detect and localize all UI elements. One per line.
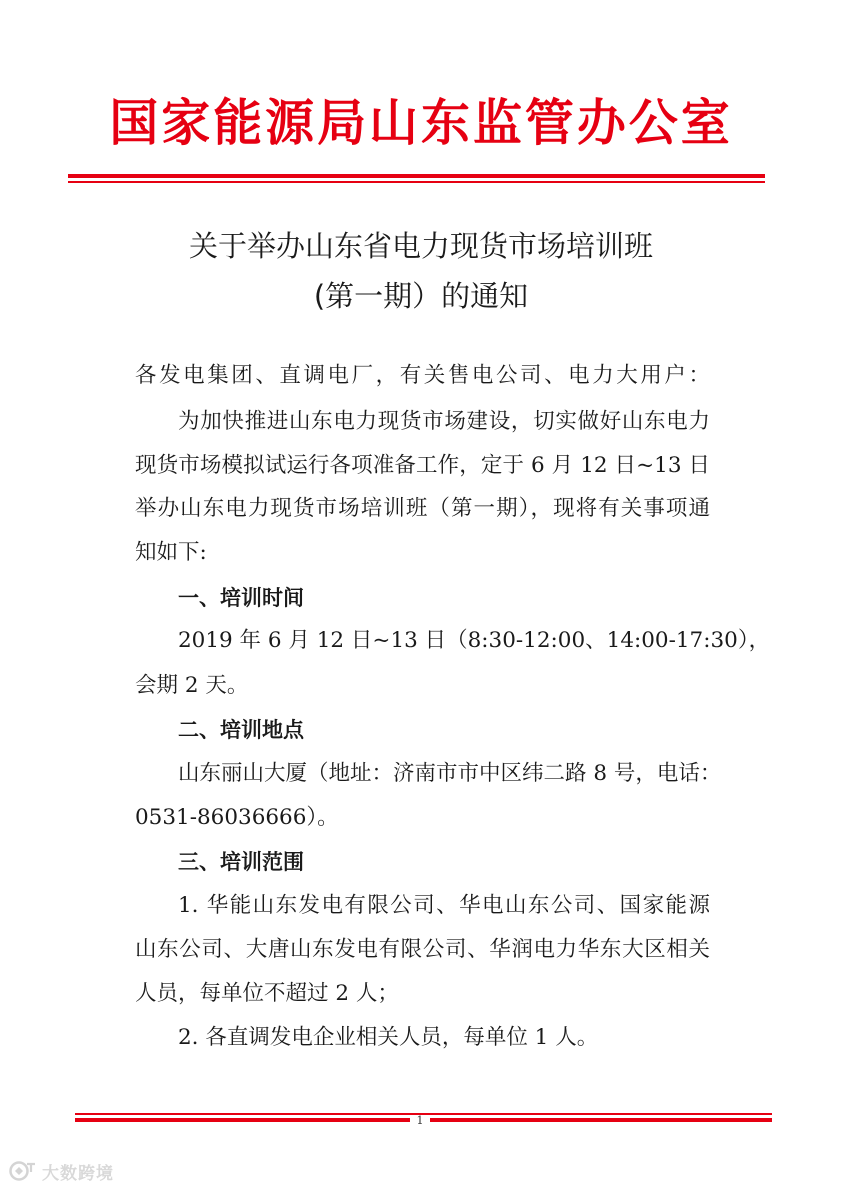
org-header-title: 国家能源局山东监管办公室 xyxy=(109,93,733,152)
section1-line-2: 会期 2 天。 xyxy=(135,673,249,698)
section1-heading: 一、培训时间 xyxy=(178,586,304,610)
section3-item1-line-1: 1. 华能山东发电有限公司、华电山东公司、国家能源 xyxy=(178,893,710,918)
section3-item1-line-2: 山东公司、大唐山东发电有限公司、华润电力华东大区相关 xyxy=(135,937,710,962)
section3-item2: 2. 各直调发电企业相关人员，每单位 1 人。 xyxy=(178,1025,599,1050)
section2-line-1: 山东丽山大厦（地址：济南市市中区纬二路 8 号，电话： xyxy=(178,761,722,786)
intro-line-1: 为加快推进山东电力现货市场建设，切实做好山东电力 xyxy=(178,409,710,434)
salutation: 各发电集团、直调电厂，有关售电公司、电力大用户： xyxy=(135,363,710,388)
page-number: 1 xyxy=(410,1115,430,1127)
header-rule-thin xyxy=(68,181,765,183)
watermark xyxy=(8,1158,114,1184)
logo-badge-icon xyxy=(8,1160,38,1182)
section2-line-2: 0531-86036666）。 xyxy=(135,805,339,830)
section3-heading: 三、培训范围 xyxy=(178,850,304,874)
intro-line-2: 现货市场模拟试运行各项准备工作，定于 6 月 12 日~13 日 xyxy=(135,453,710,478)
intro-line-3: 举办山东电力现货市场培训班（第一期），现将有关事项通 xyxy=(135,496,710,521)
section1-line-1: 2019 年 6 月 12 日~13 日（8:30-12:00、14:00-17:30）， xyxy=(178,628,771,653)
section3-item1-line-3: 人员，每单位不超过 2 人； xyxy=(135,981,399,1006)
doc-title-line1: 关于举办山东省电力现货市场培训班 xyxy=(188,229,653,263)
header-rule-thick xyxy=(68,174,765,178)
section2-heading: 二、培训地点 xyxy=(178,718,304,742)
watermark-text: 大数跨境 xyxy=(42,1163,114,1184)
doc-title-line2: (第一期）的通知 xyxy=(313,279,529,313)
intro-line-4: 知如下: xyxy=(135,540,207,565)
